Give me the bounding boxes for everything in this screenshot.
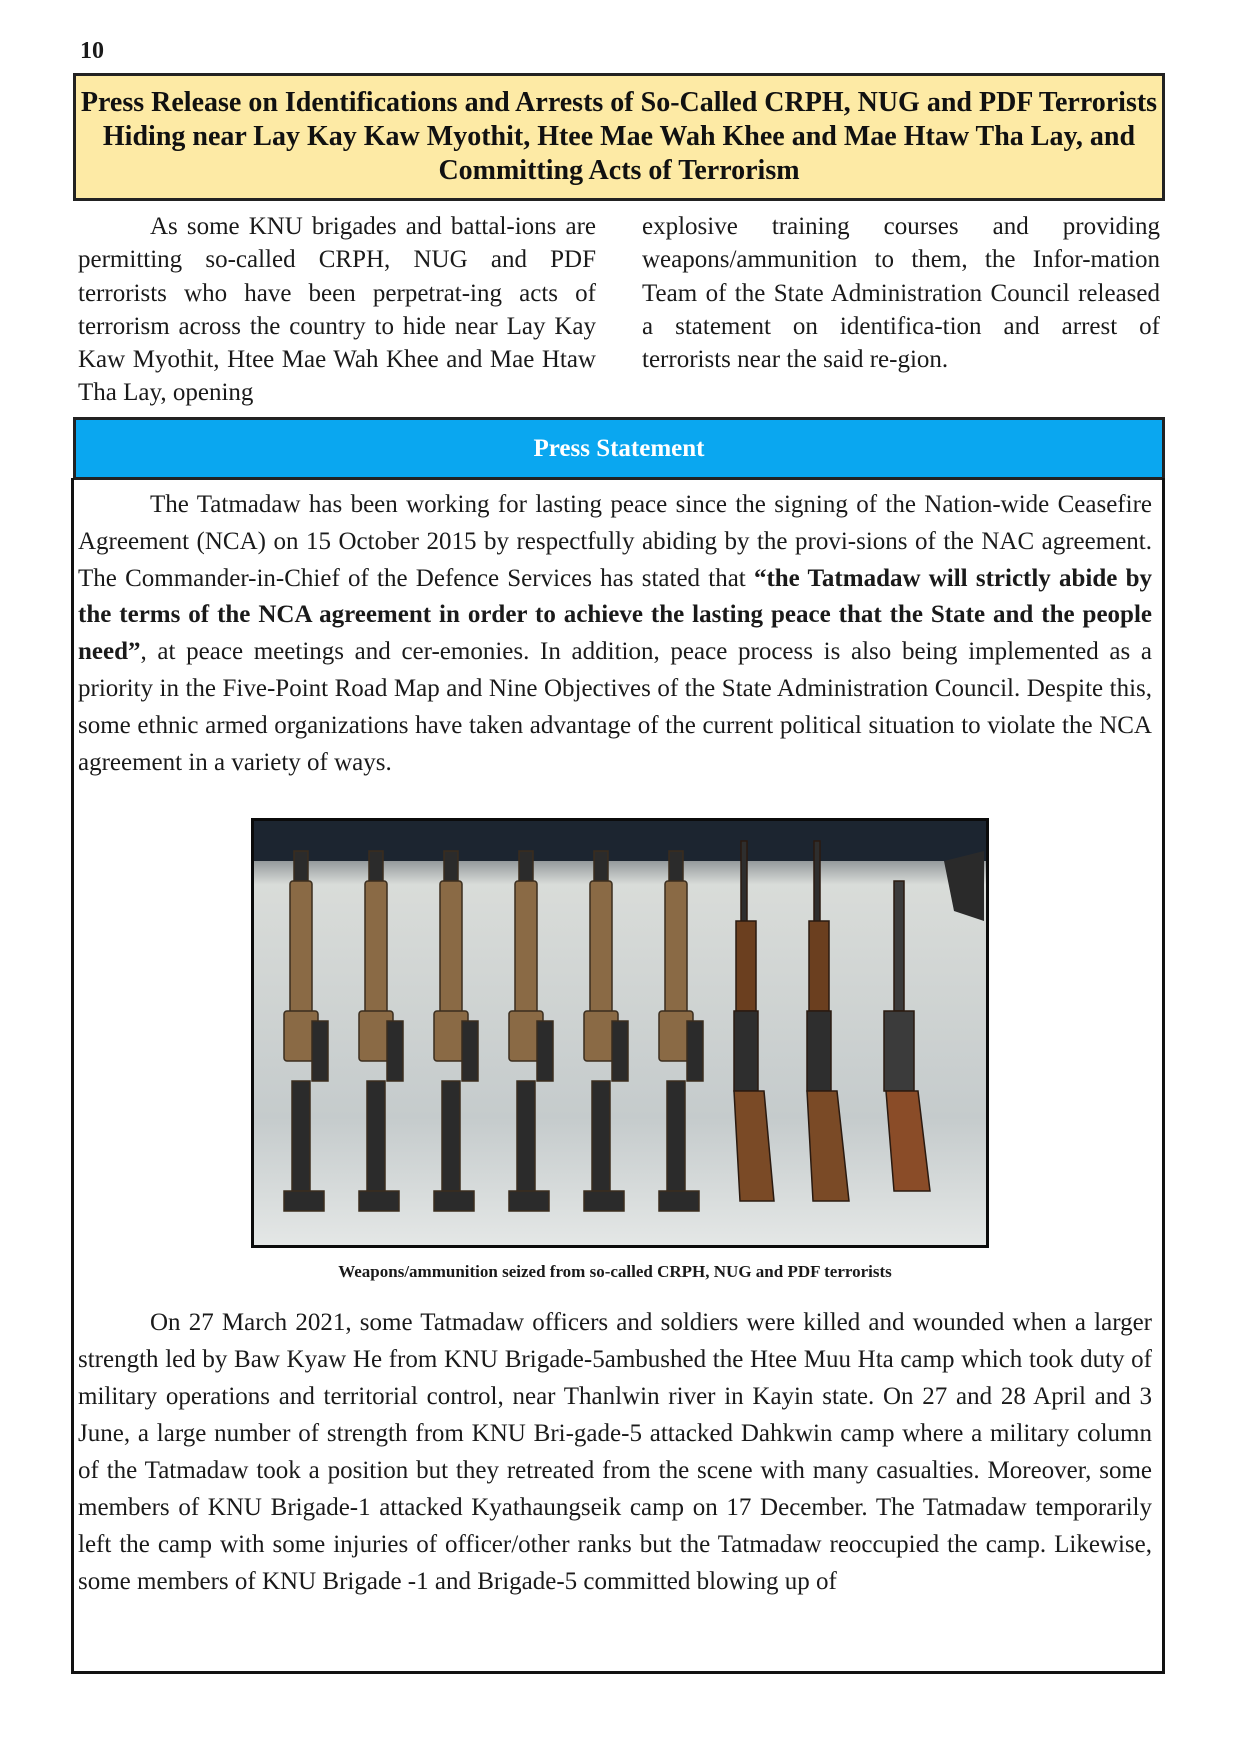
intro-paragraph-right: explosive training courses and providing weapons/ammunition to them, the Infor-mation Team of the State Administration Council released a statement on identifica-tion and arrest of terrorists near the said re-gion. [642, 213, 1160, 374]
statement-paragraph-2: On 27 March 2021, some Tatmadaw officers and soldiers were killed and wounded when a larger strength led by Baw Kyaw He from KNU Brigade-5ambushed the Htee Muu Hta camp which took duty of military operations and territorial control, near Thanlwin river in Kayin state. On 27 and 28 April and 3 June, a large number of strength from KNU Bri-gade-5 attacked Dahkwin camp where a military column of the Tatmadaw took a position but they retreated from the scene with many casualties. Moreover, some members of KNU Brigade-1 attacked Kyathaungseik camp on 17 December. The Tatmadaw temporarily left the camp with some injuries of officer/other ranks but the Tatmadaw reoccupied the camp. Likewise, some members of KNU Brigade -1 and Brigade-5 committed blowing up of [78, 1309, 1152, 1595]
press-statement-header [73, 417, 1165, 480]
intro-paragraph-left: As some KNU brigades and battal-ions are permitting so-called CRPH, NUG and PDF terrorists who have been perpetrat-ing acts of terrorism across the country to hide near Lay Kay Kaw Myothit, Htee Mae Wah Khee and Mae Htaw Tha Lay, opening [78, 213, 596, 407]
photo-caption: Weapons/ammunition seized from so-called CRPH, NUG and PDF terrorists [338, 1262, 892, 1281]
seized-weapons-photo [251, 818, 989, 1248]
statement-paragraph-1 [78, 487, 1152, 781]
commander-quote: “the Tatmadaw will strictly abide by the terms of the NCA agreement in order to achieve the lasting peace that the State and the people need” [78, 564, 1152, 666]
intro-column-left [78, 210, 596, 410]
press-statement-title: Press Statement [533, 434, 705, 462]
intro-column-right [642, 210, 1160, 410]
intro-columns [78, 210, 1160, 410]
paragraph-1-text-start: The Tatmadaw has been working for lasting peace since the signing of the Nation-wide Ceasefire Agreement (NCA) on 15 October 2015 by respectfully abiding by the provi-sions of the NAC agreement. The Commander-in-Chief of the Defence Services has stated that [78, 491, 1152, 592]
page-number: 10 [80, 38, 104, 64]
paragraph-1-text-end: , at peace meetings and cer-emonies. In addition, peace process is also being implemented as a priority in the Five-Point Road Map and Nine Objectives of the State Administration Council. Despite this, some ethnic armed organizations have taken advantage of the current political situation to violate the NCA agreement in a variety of ways. [78, 638, 1152, 776]
article-title: Press Release on Identifications and Arrests of So-Called CRPH, NUG and PDF Terrorists Hiding near Lay Kay Kaw Myothit, Htee Mae Wah Khee and Mae Htaw Tha Lay, and Committing Acts of Terrorism [80, 87, 1158, 186]
title-banner [73, 73, 1165, 201]
weapons-illustration [254, 821, 986, 1245]
